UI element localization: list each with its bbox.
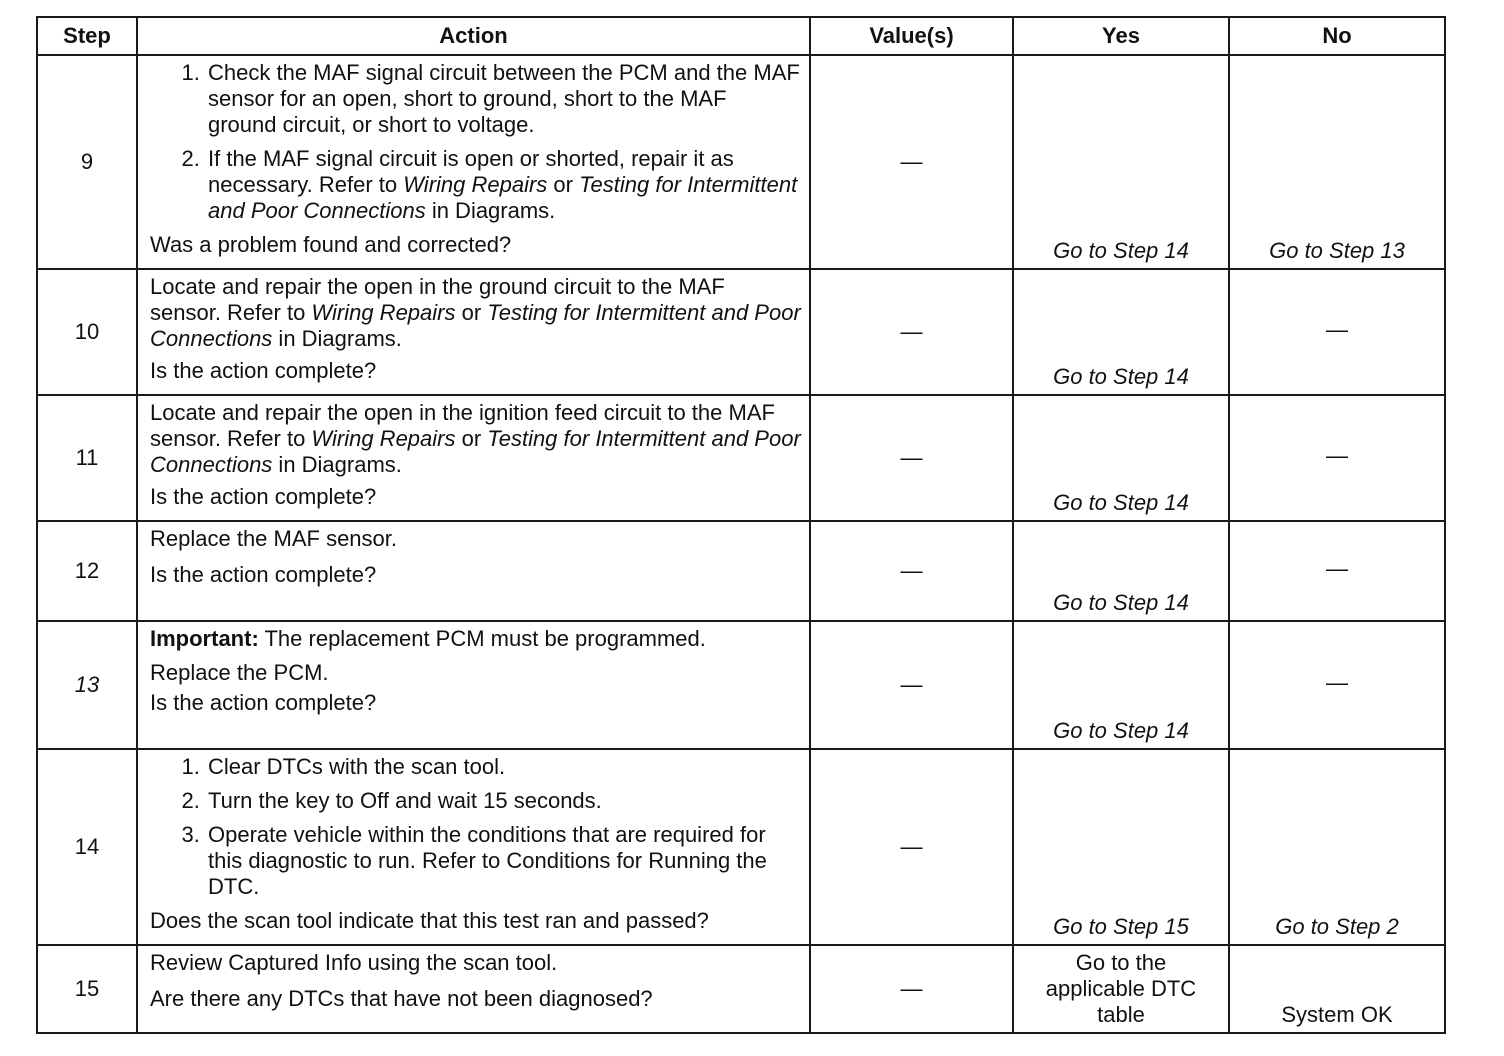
- yes-cell: Go to Step 15: [1013, 749, 1229, 945]
- header-values: Value(s): [810, 17, 1013, 55]
- yes-cell: Go to Step 14: [1013, 621, 1229, 749]
- action-list: [150, 60, 801, 224]
- action-item-text: in Diagrams.: [425, 198, 556, 223]
- action-text: Replace the PCM.: [150, 660, 329, 685]
- header-action: Action: [137, 17, 810, 55]
- header-step: Step: [37, 17, 137, 55]
- reference-wiring-repairs: Wiring Repairs: [403, 172, 548, 197]
- step-number: 13: [37, 621, 137, 749]
- action-text: [150, 400, 801, 478]
- important-text: The replacement PCM must be programmed.: [258, 626, 706, 651]
- no-cell: Go to Step 2: [1229, 749, 1445, 945]
- action-question: Is the action complete?: [150, 484, 377, 509]
- table-row-step-10: [37, 269, 1445, 395]
- action-question: Is the action complete?: [150, 690, 377, 715]
- action-cell: [137, 945, 810, 1033]
- action-text: [150, 274, 801, 352]
- table-row-step-14: [37, 749, 1445, 945]
- value-cell: —: [810, 395, 1013, 521]
- action-item: 3. Operate vehicle within the conditions that are required for this diagnostic to run. Refer to Conditions for Running the DTC.: [206, 822, 801, 900]
- action-question: Are there any DTCs that have not been diagnosed?: [150, 986, 653, 1011]
- header-yes: Yes: [1013, 17, 1229, 55]
- step-number: 12: [37, 521, 137, 621]
- value-cell: —: [810, 621, 1013, 749]
- step-number: 10: [37, 269, 137, 395]
- action-question: Was a problem found and corrected?: [150, 232, 512, 257]
- step-number: 14: [37, 749, 137, 945]
- action-question: Is the action complete?: [150, 358, 377, 383]
- no-cell: —: [1229, 521, 1445, 621]
- no-cell: System OK: [1229, 945, 1445, 1033]
- value-cell: —: [810, 945, 1013, 1033]
- action-text-part: Locate and repair the open in the ignition feed circuit to the MAF sensor. Refer to: [150, 400, 775, 451]
- action-text-part: in Diagrams.: [272, 452, 402, 477]
- yes-cell: Go to Step 14: [1013, 55, 1229, 269]
- action-text: Review Captured Info using the scan tool.: [150, 950, 558, 975]
- action-text-part: or: [455, 300, 488, 325]
- action-text-part: Locate and repair the open in the ground circuit to the MAF sensor. Refer to: [150, 274, 725, 325]
- action-item-text: If the MAF signal circuit is open or shorted, repair it as necessary. Refer to: [208, 146, 734, 197]
- table-row-step-15: [37, 945, 1445, 1033]
- action-cell: [137, 269, 810, 395]
- yes-cell: Go to Step 14: [1013, 269, 1229, 395]
- reference-testing-connections: Testing for Intermittent and Poor Connections: [150, 426, 801, 477]
- value-cell: —: [810, 269, 1013, 395]
- action-question: Does the scan tool indicate that this test ran and passed?: [150, 908, 709, 933]
- important-note: [150, 626, 801, 652]
- value-cell: —: [810, 521, 1013, 621]
- action-cell: [137, 749, 810, 945]
- header-row: [37, 17, 1445, 55]
- action-cell: [137, 395, 810, 521]
- action-cell: [137, 521, 810, 621]
- important-label: Important:: [150, 626, 259, 651]
- reference-testing-connections: Testing for Intermittent and Poor Connections: [150, 300, 801, 351]
- table-row-step-13: [37, 621, 1445, 749]
- action-cell: [137, 621, 810, 749]
- reference-wiring-repairs: Wiring Repairs: [311, 300, 456, 325]
- step-number: 11: [37, 395, 137, 521]
- no-cell: —: [1229, 395, 1445, 521]
- yes-cell: Go to the applicable DTC table: [1013, 945, 1229, 1033]
- action-item-text: Check the MAF signal circuit between the PCM and the MAF sensor for an open, short to ground, short to the MAF ground circuit, or short to voltage.: [208, 60, 800, 137]
- no-cell: Go to Step 13: [1229, 55, 1445, 269]
- action-cell: [137, 55, 810, 269]
- yes-cell: Go to Step 14: [1013, 521, 1229, 621]
- action-text-part: or: [455, 426, 488, 451]
- value-cell: —: [810, 55, 1013, 269]
- action-list: [150, 754, 801, 900]
- diagnostic-table: [36, 16, 1446, 1034]
- action-item: 1. Clear DTCs with the scan tool.: [206, 754, 801, 780]
- action-item: 2. Turn the key to Off and wait 15 seconds.: [206, 788, 801, 814]
- action-item: [206, 60, 801, 138]
- header-no: No: [1229, 17, 1445, 55]
- reference-wiring-repairs: Wiring Repairs: [311, 426, 456, 451]
- table-row-step-9: [37, 55, 1445, 269]
- table-row-step-11: [37, 395, 1445, 521]
- action-text-part: in Diagrams.: [272, 326, 402, 351]
- action-question: Is the action complete?: [150, 562, 377, 587]
- action-item-text: or: [547, 172, 580, 197]
- step-number: 9: [37, 55, 137, 269]
- action-item: [206, 146, 801, 224]
- value-cell: —: [810, 749, 1013, 945]
- no-cell: —: [1229, 269, 1445, 395]
- table-row-step-12: [37, 521, 1445, 621]
- step-number: 15: [37, 945, 137, 1033]
- reference-testing-connections: Testing for Intermittent and Poor Connections: [208, 172, 798, 223]
- yes-cell: Go to Step 14: [1013, 395, 1229, 521]
- action-text: Replace the MAF sensor.: [150, 526, 398, 551]
- no-cell: —: [1229, 621, 1445, 749]
